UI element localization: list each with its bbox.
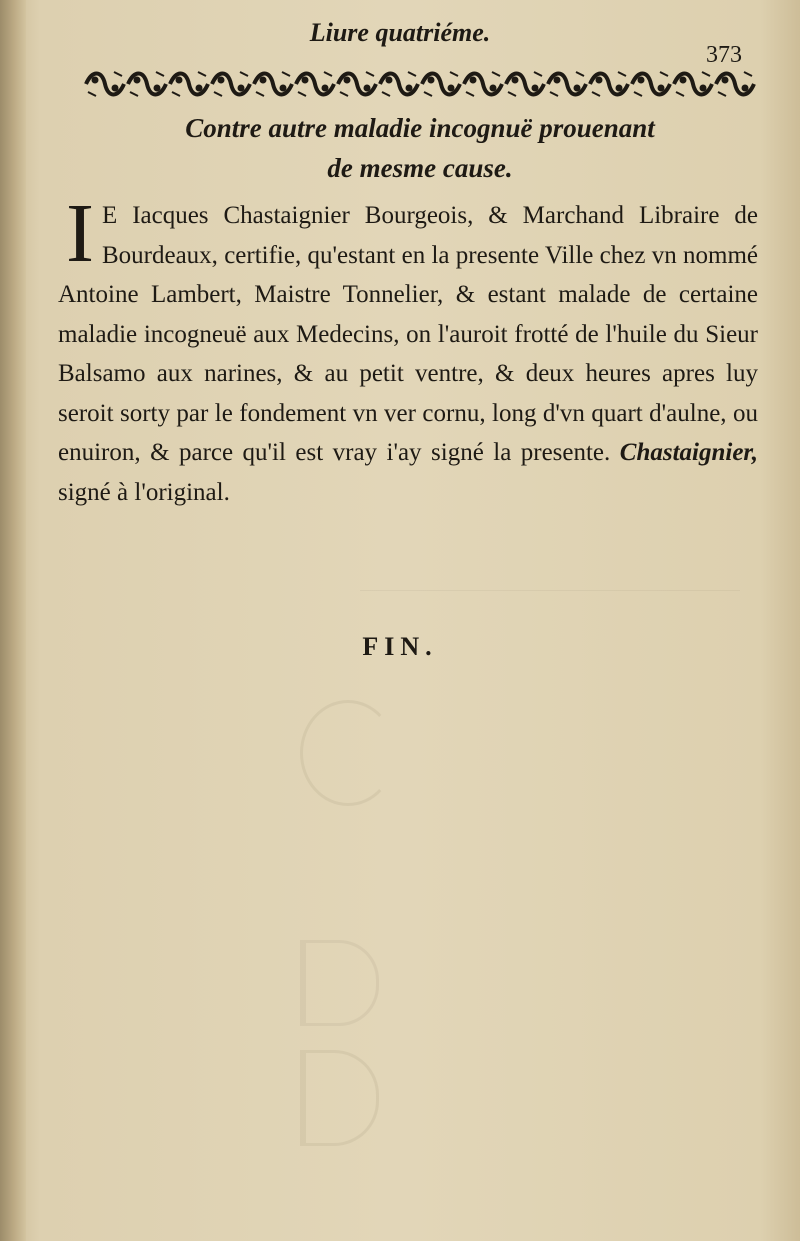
- page-number: 373: [706, 42, 742, 68]
- show-through-letter: [300, 940, 379, 1026]
- drop-cap: I: [66, 187, 94, 280]
- ornament-band: [84, 66, 756, 102]
- binding-gutter: [0, 0, 26, 1241]
- section-heading-line-2: de mesme cause.: [327, 153, 513, 183]
- body-text: E Iacques Chastaignier Bourgeois, & Marchand Libraire de Bourdeaux, certifie, qu'estant en la presente Ville chez vn nommé Antoine Lambert, Maistre Tonnelier, & estant malade de certaine maladie incogneuë aux Medecins, on l'auroit frotté de l'huile du Sieur Balsamo aux narines, & au petit ventre, & deux heures apres luy seroit sorty par le fondement vn ver cornu, long d'vn quart d'aulne, ou enuiron, & parce qu'il est vray i'ay signé la presente.: [58, 202, 758, 466]
- running-head: Liure quatriéme.: [309, 18, 491, 47]
- section-heading-line-1: Contre autre maladie incognuë prouenant: [185, 113, 655, 143]
- signature: Chastaignier,: [619, 439, 759, 466]
- section-heading: [100, 108, 740, 188]
- finis: FIN.: [362, 632, 438, 661]
- show-through-letter: [300, 700, 396, 806]
- body-paragraph: [58, 187, 759, 512]
- closing-note: signé à l'original.: [58, 478, 230, 506]
- show-through-letter: [300, 1050, 379, 1146]
